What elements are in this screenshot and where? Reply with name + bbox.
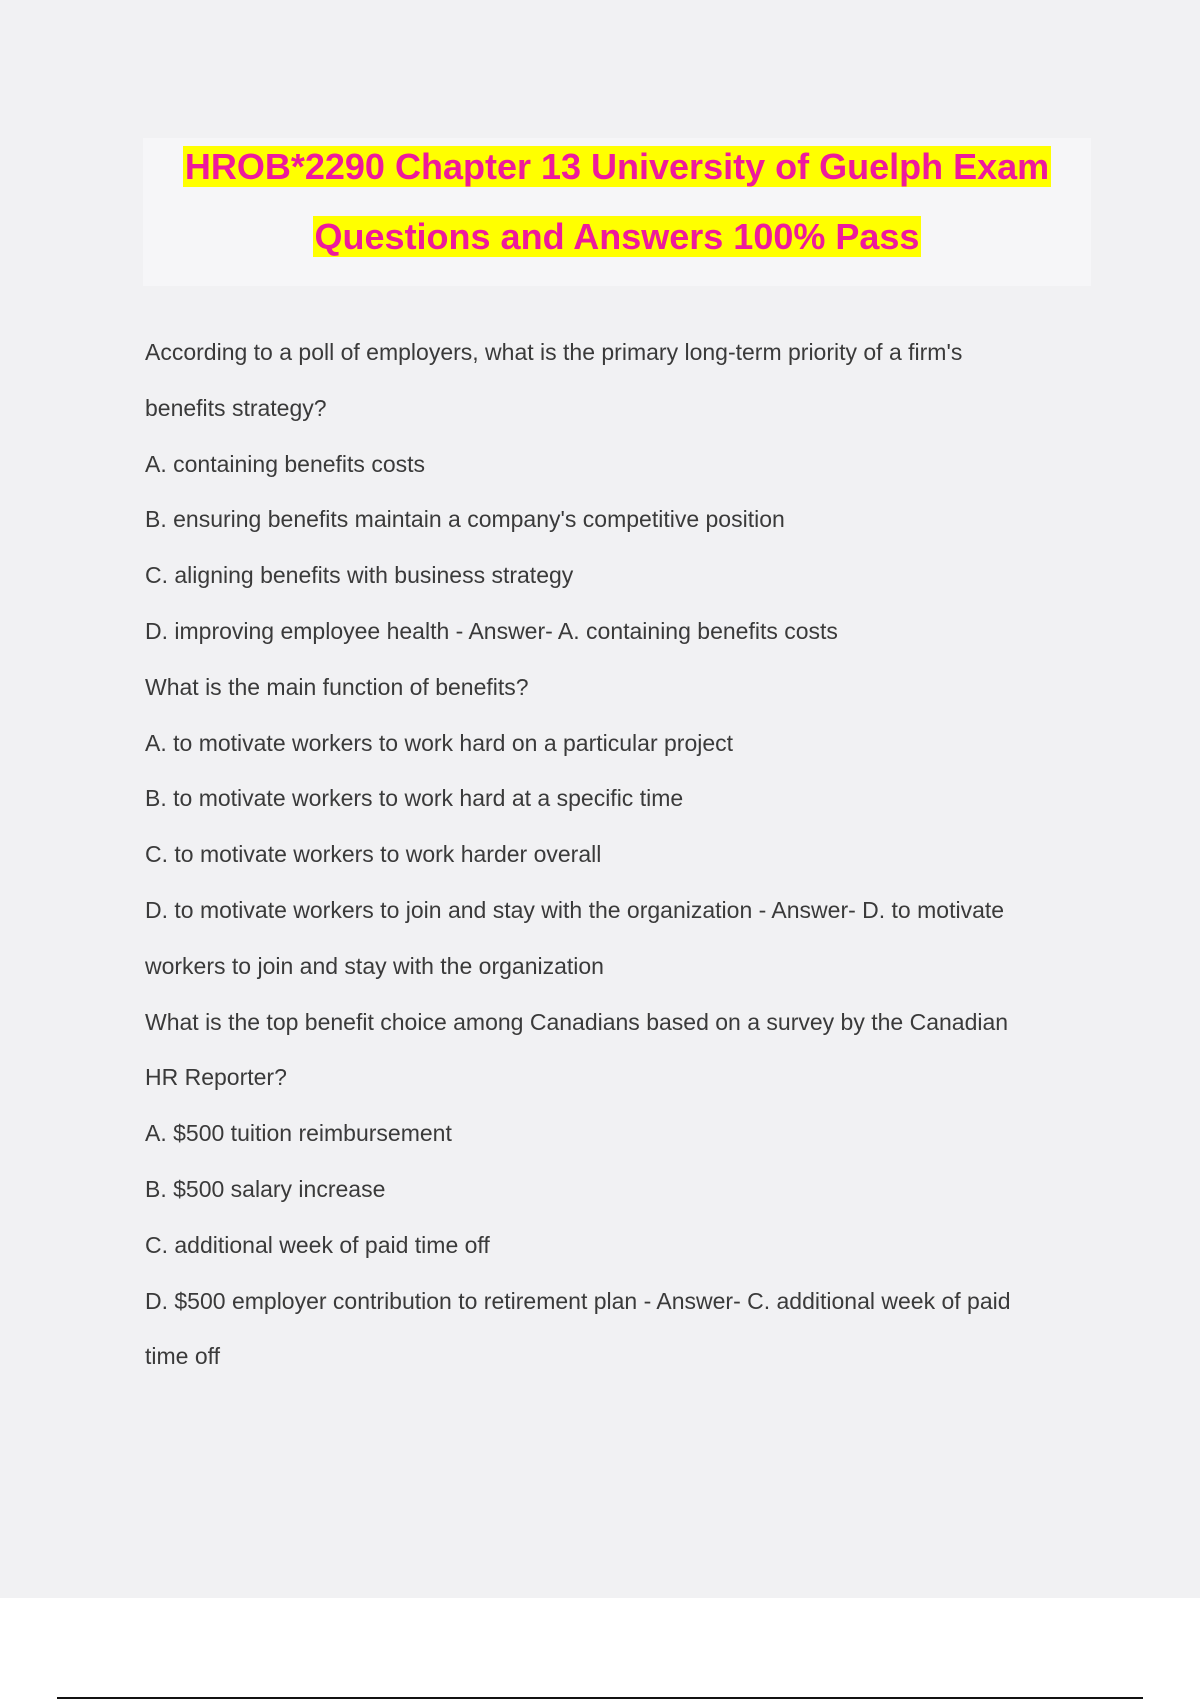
question-1-option-d-answer: D. improving employee health - Answer- A. containing benefits costs (145, 617, 838, 644)
title-text-1: HROB*2290 Chapter 13 University of Guelph Exam (184, 146, 1050, 187)
question-3-option-c: C. additional week of paid time off (145, 1231, 490, 1258)
question-3-option-b: B. $500 salary increase (145, 1175, 386, 1202)
question-3-answer-continued: time off (145, 1343, 220, 1370)
title-block (143, 138, 1091, 286)
title-text-2: Questions and Answers 100% Pass (314, 216, 920, 257)
question-1-option-c: C. aligning benefits with business strategy (145, 562, 574, 589)
question-1-line-1: According to a poll of employers, what is the primary long-term priority of a firm's (145, 339, 963, 365)
question-1-option-b: B. ensuring benefits maintain a company's competitive position (145, 506, 785, 533)
question-1-line-2: benefits strategy? (145, 394, 327, 421)
title-line-1 (143, 144, 1091, 190)
question-3-option-a: A. $500 tuition reimbursement (145, 1120, 452, 1147)
question-2-line-1: What is the main function of benefits? (145, 673, 529, 700)
question-3-line-1: What is the top benefit choice among Canadians based on a survey by the Canadian (145, 1008, 1009, 1035)
question-3-line-2: HR Reporter? (145, 1064, 287, 1091)
title-line-2 (143, 214, 1091, 260)
qa-body (145, 325, 1075, 1385)
question-2-option-c: C. to motivate workers to work harder overall (145, 841, 602, 868)
question-1-option-a: A. containing benefits costs (145, 450, 425, 477)
question-2-option-a: A. to motivate workers to work hard on a particular project (145, 729, 734, 756)
question-2-option-d-answer: D. to motivate workers to join and stay with the organization - Answer- D. to motivate (145, 896, 1005, 923)
question-3-option-d-answer: D. $500 employer contribution to retirement plan - Answer- C. additional week of paid (145, 1287, 1011, 1314)
footer-divider (57, 1697, 1143, 1699)
question-2-option-b: B. to motivate workers to work hard at a specific time (145, 785, 684, 812)
question-2-answer-continued: workers to join and stay with the organization (145, 952, 604, 979)
